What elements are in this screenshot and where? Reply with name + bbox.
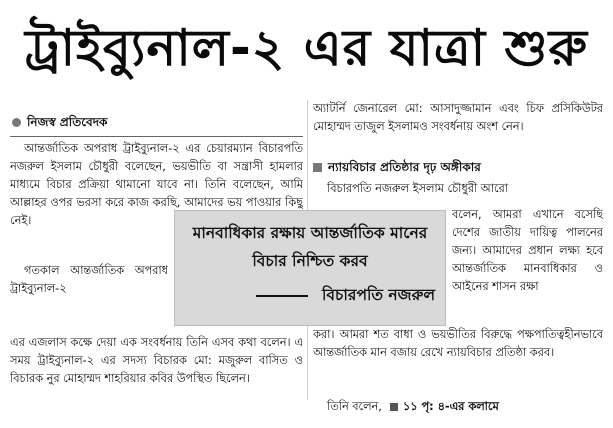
attribution-dash (256, 295, 308, 297)
right-column-text-side: বলেন, আমরা এখানে বসেছি দেশের জাতীয় দায়িত্ব পালনের জন্য। আমাদের প্রধান লক্ষ্য হবে আন্তর্জাতিক মানবাধিকার ও আইনের শাসন রক্ষা (452, 208, 603, 293)
bullet-icon (12, 118, 21, 127)
square-bullet-icon (313, 163, 322, 172)
right-column-text-top: অ্যাটর্নি জেনারেল মো: আসাদুজ্জামান এবং চিফ প্রসিকিউটর মোহাম্মদ তাজুল ইসলামও সংবর্ধনায় অংশ নেন। (313, 102, 603, 133)
continuation-line (313, 398, 603, 416)
right-column-paragraph-3 (452, 206, 603, 326)
left-column-text-top: আন্তর্জাতিক অপরাধ ট্রাইব্যুনাল-২ এর চেয়ারম্যান বিচারপতি নজরুল ইসলাম চৌধুরী বলেছেন, ভয়ভীতি বা সন্ত্রাসী হামলার মাধ্যমে বিচার প্রক্রিয়া থামানো যাবে না। তিনি বলেছেন, আমি আল্লাহর ওপর ভরসা করে কাজ করছি, আমাদের ভয় পাওয়ার কিছু নেই। (10, 142, 303, 227)
right-column-paragraph-4 (313, 326, 603, 400)
headline: ট্রাইব্যুনাল-২ এর যাত্রা শুরু (25, 19, 588, 77)
subheading (313, 158, 603, 176)
pull-quote-text: মানবাধিকার রক্ষায় আন্তর্জাতিক মানের বিচার নিশ্চিত করব (192, 224, 428, 270)
left-column-paragraph-3 (10, 334, 303, 420)
pull-quote-attribution-row (185, 283, 435, 309)
left-column-paragraph-2 (10, 262, 168, 334)
continuation-lead: তিনি বলেন, (327, 400, 382, 413)
right-column-text-bottom: করা। আমরা শত বাধা ও ভয়ভীতির বিরুদ্ধে পক্ষপাতিত্বহীনভাবে আন্তর্জাতিক মান বজায় রেখে ন্যায়বিচার প্রতিষ্ঠা করব। (313, 328, 603, 359)
left-column-text-bottom: এর এজলাস কক্ষে দেয়া এক সংবর্ধনায় তিনি এসব কথা বলেন। এ সময় ট্রাইব্যুনাল-২ এর সদস্য বিচারক মো: মজুরুল বাসিত ও বিচারক নুর মোহাম্মদ শাহরিয়ার কবির উপস্থিত ছিলেন। (10, 336, 303, 385)
byline-divider (10, 136, 303, 137)
right-column-paragraph-2 (313, 180, 603, 206)
square-bullet-icon (390, 403, 398, 411)
right-column-text-mid: বিচারপতি নজরুল ইসলাম চৌধুরী আরো (327, 182, 508, 195)
right-column-paragraph-1 (313, 100, 603, 156)
subheading-text: ন্যায়বিচার প্রতিষ্ঠার দৃঢ় অঙ্গীকার (328, 160, 481, 174)
byline (12, 114, 107, 134)
byline-text: নিজস্ব প্রতিবেদক (27, 115, 108, 129)
pull-quote-box (174, 210, 446, 326)
continuation-jump: ১১ পৃ: ৪-এর কলামে (402, 400, 499, 413)
left-column-text-mid: গতকাল আন্তর্জাতিক অপরাধ ট্রাইব্যুনাল-২ (10, 264, 168, 295)
pull-quote-attribution: বিচারপতি নজরুল (322, 286, 435, 304)
